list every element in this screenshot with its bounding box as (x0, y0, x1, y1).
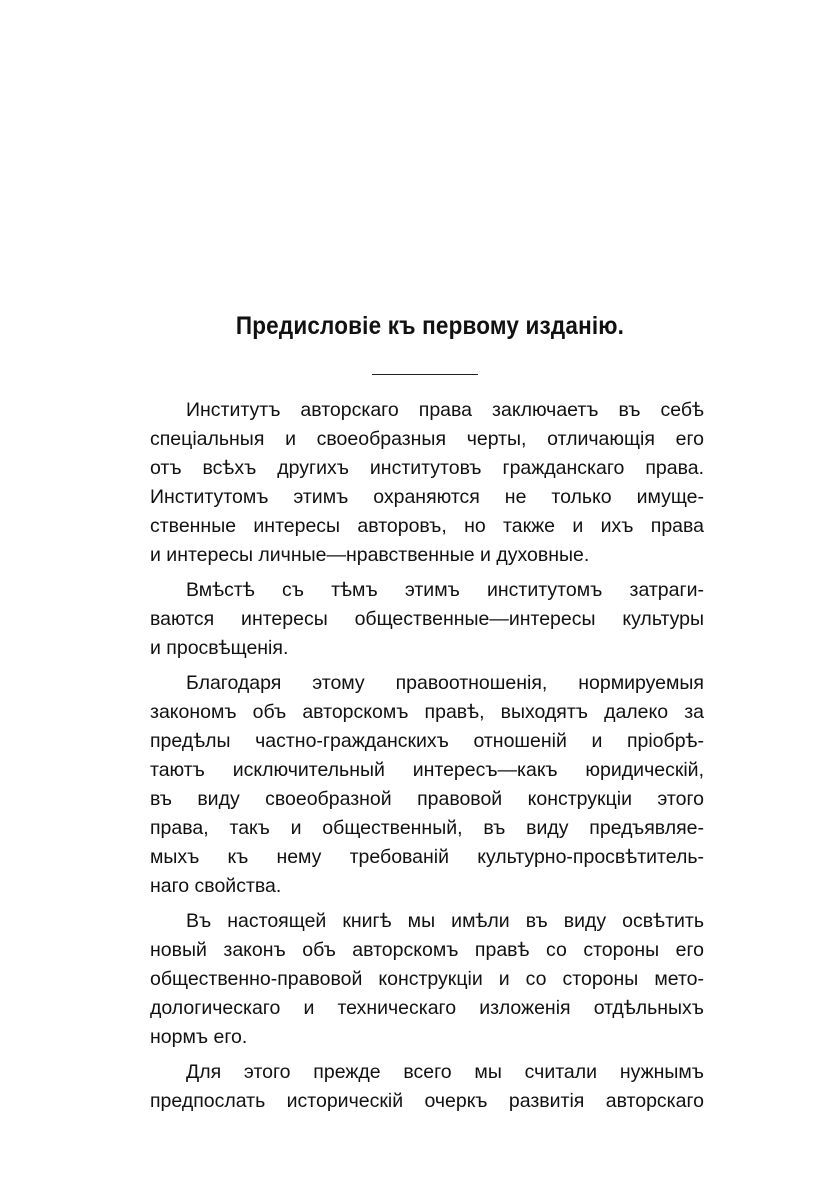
text-line: Вмѣстѣ съ тѣмъ этимъ институтомъ затраги- (186, 579, 704, 601)
text-line: и интересы личные—нравственные и духовные. (150, 544, 590, 566)
text-line: Въ настоящей книгѣ мы имѣли въ виду освѣтить (186, 910, 704, 932)
text-line: нормъ его. (150, 1026, 248, 1048)
text-line: Институтомъ этимъ охраняются не только имуще- (150, 486, 704, 508)
text-line: Для этого прежде всего мы считали нужнымъ (186, 1061, 704, 1083)
paragraph (150, 1058, 704, 1116)
text-line: дологическаго и техническаго изложенія отдѣльныхъ (150, 997, 704, 1019)
text-line: наго свойства. (150, 875, 282, 897)
text-line: Институтъ авторскаго права заключаетъ въ себѣ (186, 399, 704, 421)
paragraph (150, 576, 704, 663)
text-line: новый законъ объ авторскомъ правѣ со стороны его (150, 939, 704, 961)
text-line: предпослать историческій очеркъ развитія авторскаго (150, 1090, 704, 1112)
document-body (150, 396, 704, 1122)
text-line: ваются интересы общественные—интересы культуры (150, 608, 704, 630)
text-line: отъ всѣхъ другихъ институтовъ гражданскаго права. (150, 457, 704, 479)
paragraph (150, 669, 704, 901)
text-line: въ виду своеобразной правовой конструкціи этого (150, 788, 704, 810)
text-line: закономъ объ авторскомъ правѣ, выходятъ далеко за (150, 701, 704, 723)
text-line: спеціальныя и своеобразныя черты, отличающія его (150, 428, 704, 450)
text-line: общественно-правовой конструкціи и со стороны мето- (150, 968, 704, 990)
text-line: ственные интересы авторовъ, но также и ихъ права (150, 515, 704, 537)
text-line: права, такъ и общественный, въ виду предъявляе- (150, 817, 704, 839)
paragraph (150, 907, 704, 1052)
page-title: Предисловіе къ первому изданію. (235, 312, 625, 340)
title-divider (372, 374, 478, 375)
text-line: мыхъ къ нему требованій культурно-просвѣтитель- (150, 846, 704, 868)
text-line: таютъ исключительный интересъ—какъ юридическій, (150, 759, 704, 781)
paragraph (150, 396, 704, 570)
text-line: Благодаря этому правоотношенія, нормируемыя (186, 672, 704, 694)
text-line: и просвѣщенія. (150, 637, 289, 659)
text-line: предѣлы частно-гражданскихъ отношеній и пріобрѣ- (150, 730, 704, 752)
